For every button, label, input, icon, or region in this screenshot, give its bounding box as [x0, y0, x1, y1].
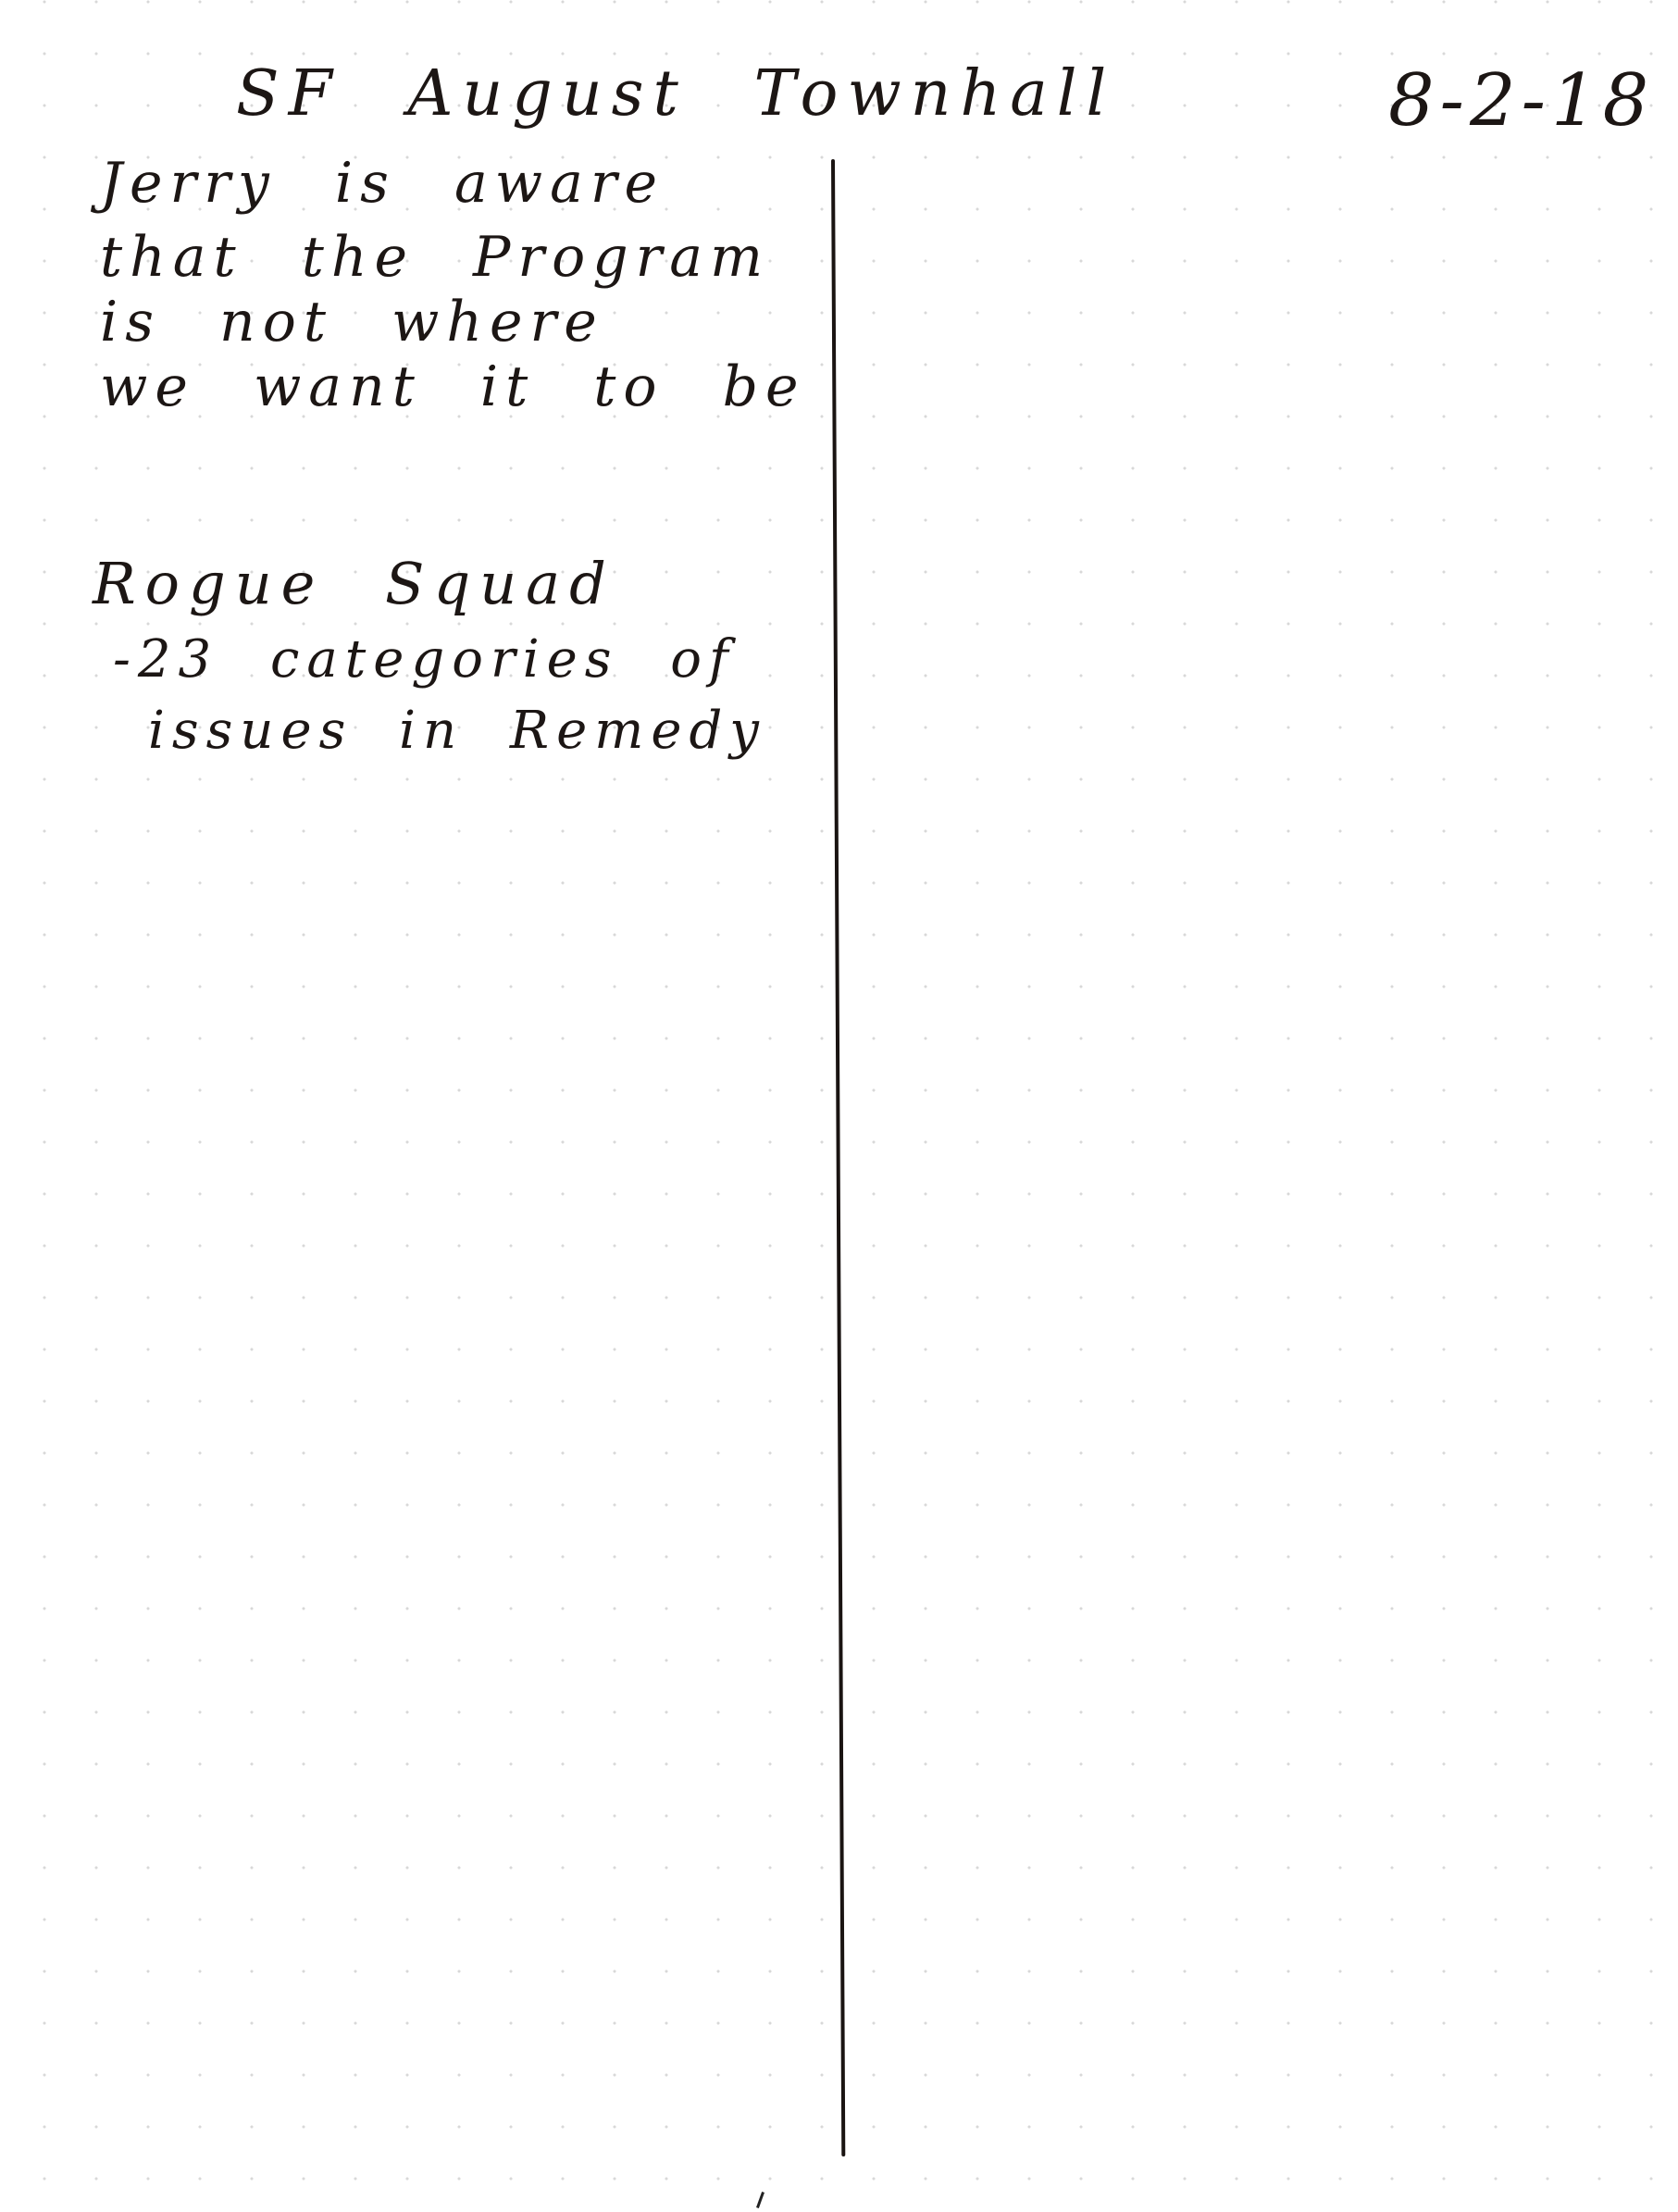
page-title: SF August Townhall	[236, 57, 1116, 130]
note-line: that the Program	[100, 225, 770, 290]
rogue-squad-item-line: issues in Remedy	[148, 701, 766, 761]
stray-pen-mark	[756, 2192, 764, 2208]
note-line: is not where	[100, 290, 604, 354]
note-line: Jerry is aware	[100, 151, 665, 216]
page-date: 8-2-18	[1388, 59, 1655, 143]
column-divider-line	[831, 159, 845, 2156]
rogue-squad-item-line: -23 categories of	[113, 629, 736, 690]
note-line: we want it to be	[100, 354, 806, 419]
rogue-squad-heading: Rogue Squad	[93, 550, 615, 617]
